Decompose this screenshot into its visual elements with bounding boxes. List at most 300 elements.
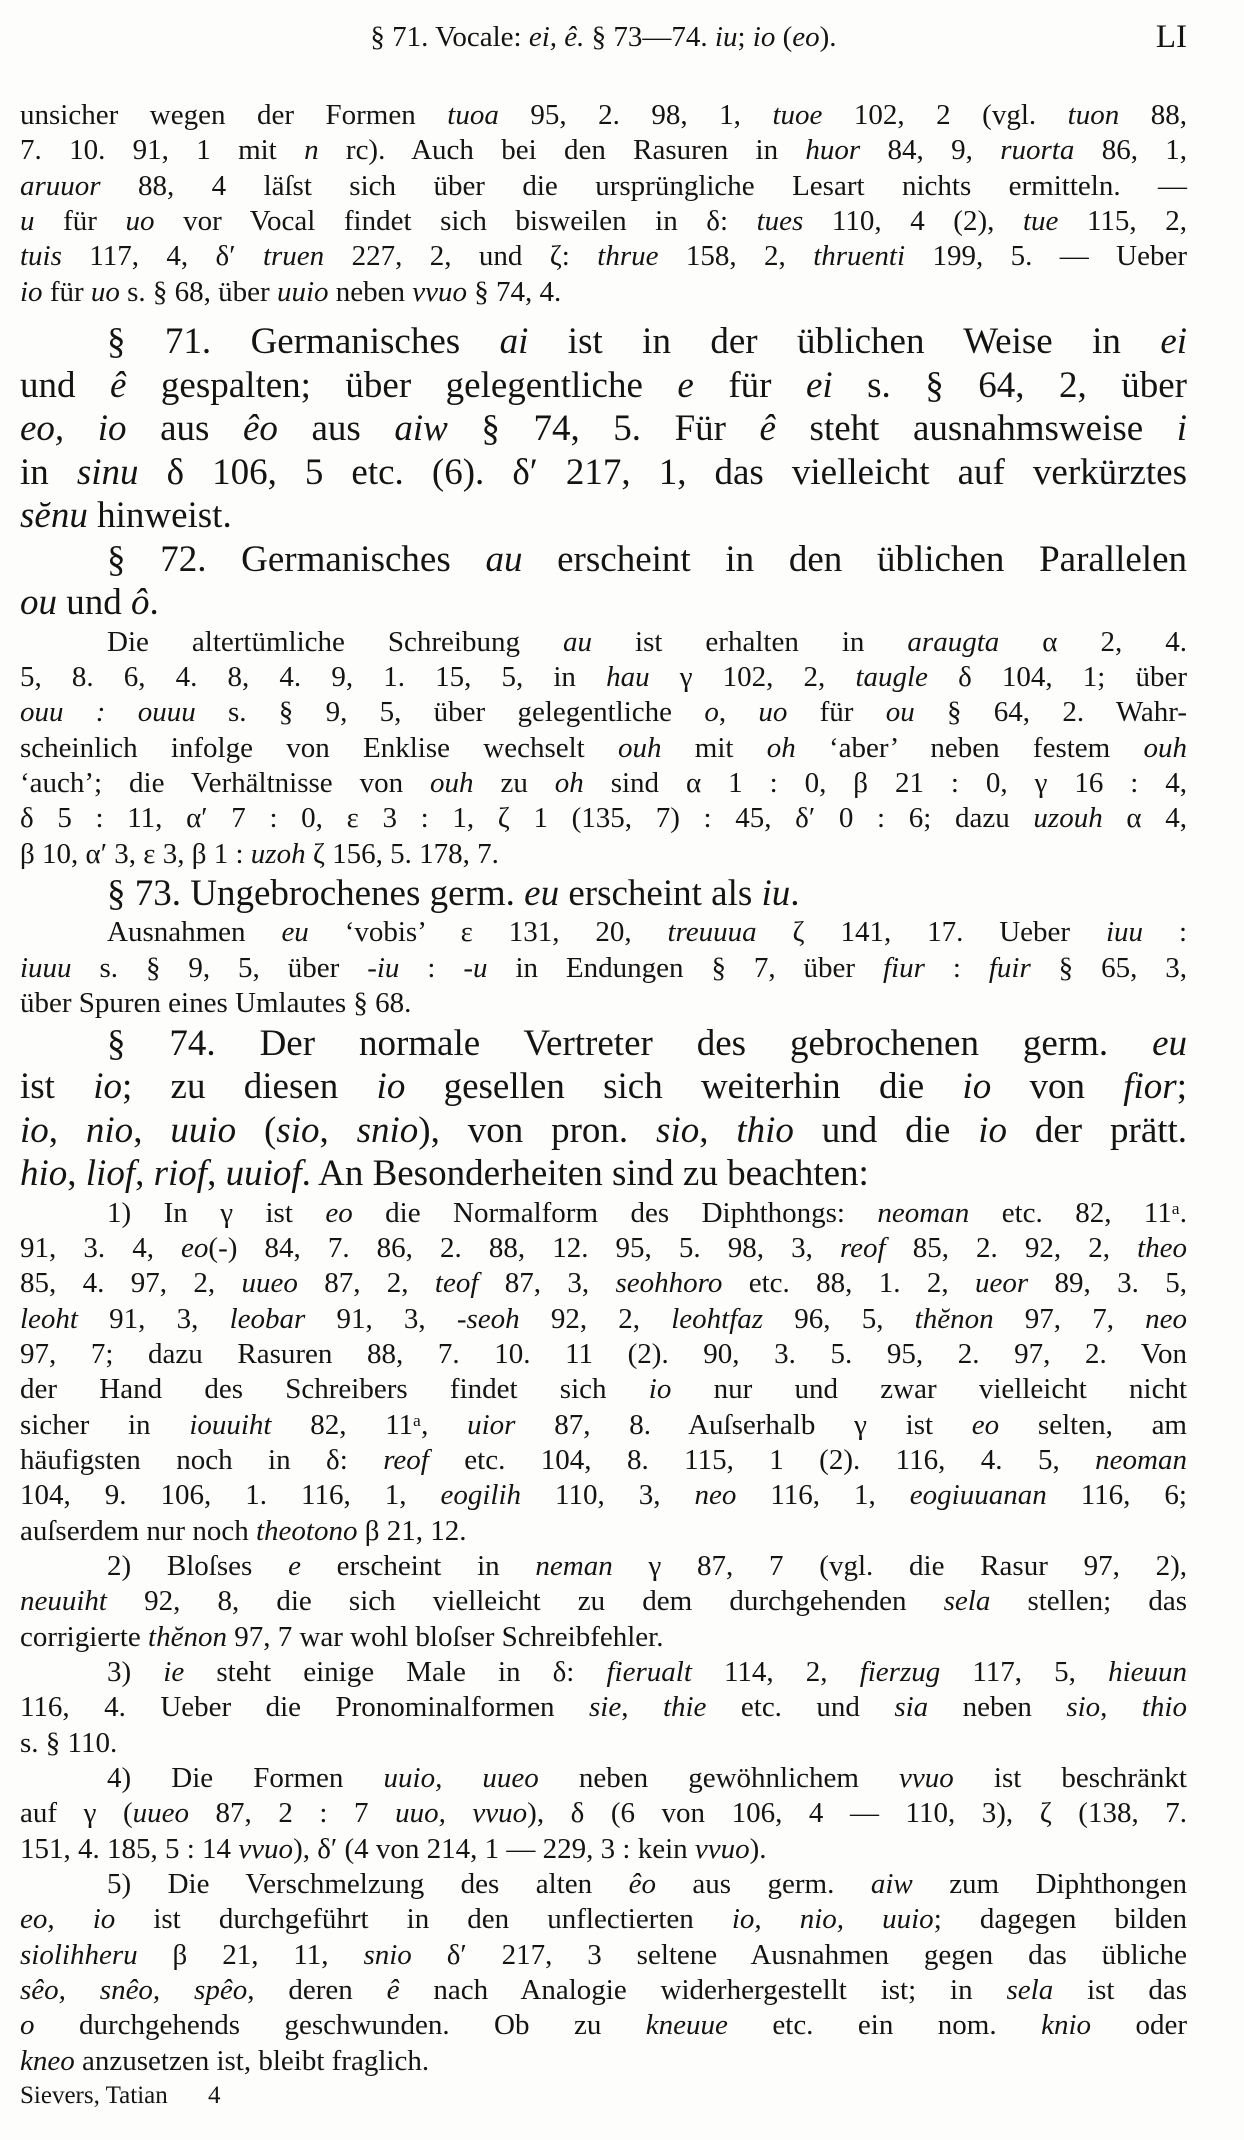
paragraph [20, 1655, 1187, 1761]
italic-text: thie [662, 1691, 707, 1724]
italic-text: sia [894, 1691, 929, 1724]
roman-text: für [787, 696, 886, 729]
text-line [20, 1196, 1187, 1231]
roman-text: gesellen sich weiterhin die [405, 1066, 963, 1107]
roman-text: 88, 4 läſst sich über die ursprüngliche Lesart nichts ermitteln. — [100, 169, 1187, 202]
roman-text: β 10, α′ 3, ε 3, β 1 : [20, 837, 251, 870]
footer-signature: Sievers, Tatian [20, 2082, 168, 2109]
page-body [20, 98, 1187, 2079]
italic-text: io [648, 1373, 672, 1406]
roman-text: 110, 4 (2), [803, 205, 1023, 238]
roman-text: 97, 7; dazu Rasuren 88, 7. 10. 11 (2). 90, 3. 5. 95, 2. 97, 2. Von [20, 1337, 1187, 1370]
paragraph [20, 1196, 1187, 1549]
italic-text: u [20, 205, 35, 238]
roman-text: ‘aber’ neben festem [795, 731, 1144, 764]
roman-text: ). [819, 21, 837, 53]
roman-text: , [718, 696, 759, 729]
text-line [20, 1832, 1187, 1867]
text-line [20, 451, 1187, 495]
text-line [20, 1938, 1187, 1973]
roman-text: nach Analogie widerhergestellt ist; in [399, 1974, 1007, 2007]
roman-text: ), δ (6 von 106, 4 — 110, 3), ζ (138, 7. [527, 1797, 1187, 1830]
section-paragraph [20, 1022, 1187, 1196]
italic-text: fuir [988, 951, 1031, 984]
italic-text: thrue [597, 240, 659, 273]
text-line [20, 1109, 1187, 1153]
roman-text: § 73—74. [584, 21, 715, 53]
text-line [20, 1726, 1187, 1761]
roman-text: , [319, 1109, 357, 1151]
italic-text: hio [20, 1153, 68, 1194]
italic-text: uueo [132, 1797, 189, 1830]
roman-text: sind α 1 : 0, β 21 : 0, γ 16 : 4, [583, 766, 1188, 799]
paragraph [20, 1867, 1187, 2079]
text-line [20, 801, 1187, 836]
roman-text: durchgehends geschwunden. Ob zu [34, 2009, 646, 2042]
italic-text: vvuo [238, 1832, 294, 1865]
roman-text: , [207, 1153, 226, 1194]
roman-text: auſserdem nur noch [20, 1514, 256, 1547]
italic-text: ie [163, 1655, 185, 1688]
paragraph [20, 1549, 1187, 1655]
roman-text: zu [473, 766, 555, 799]
roman-text: 87, 2, [297, 1267, 435, 1300]
roman-text: γ 87, 7 (vgl. die Rasur 97, 2), [612, 1549, 1188, 1582]
italic-text: uuo, vvuo [395, 1797, 528, 1830]
italic-text: tuoa [447, 99, 499, 131]
text-line [20, 1302, 1187, 1337]
roman-text: 114, 2, [691, 1655, 860, 1688]
roman-text: 4) Die Formen [107, 1762, 384, 1794]
italic-text: sĕnu [20, 495, 88, 537]
roman-text: erscheint in [300, 1549, 536, 1582]
running-header [20, 19, 1187, 55]
italic-text: iu [761, 872, 791, 914]
text-line [20, 1408, 1187, 1443]
roman-text: δ 106, 5 etc. (6). δ′ 217, 1, das vielleicht auf verkürztes [138, 451, 1187, 493]
roman-text: gespalten; über gelegentliche [126, 364, 678, 406]
text-line [20, 1655, 1187, 1690]
roman-text: 115, 2, [1058, 205, 1187, 238]
roman-text: ( [775, 21, 793, 53]
text-line [20, 1022, 1187, 1066]
roman-text: nur und zwar vielleicht nicht [671, 1373, 1187, 1406]
text-line [20, 1152, 1187, 1196]
roman-text: : [924, 951, 989, 984]
roman-text: corrigierte [20, 1620, 149, 1653]
text-line [20, 2044, 1187, 2079]
roman-text: 91, 3, [78, 1302, 230, 1335]
roman-text: 85, 2. 92, 2, [885, 1231, 1138, 1264]
italic-text: siolihheru [20, 1938, 138, 1971]
italic-text: eo [971, 1408, 1000, 1441]
italic-text: leobar [229, 1302, 306, 1335]
italic-text: fierzug [859, 1655, 941, 1688]
italic-text: uuio [276, 275, 329, 308]
italic-text: snio [356, 1109, 419, 1151]
italic-text: leoht [20, 1302, 78, 1335]
roman-text: 92, 2, [519, 1302, 672, 1335]
italic-text: vvuo [694, 1832, 750, 1865]
roman-text: hinweist. [87, 495, 232, 537]
italic-text: tuon [1067, 99, 1120, 131]
text-line [20, 625, 1187, 660]
text-line [20, 581, 1187, 625]
italic-text: fior [1123, 1066, 1177, 1107]
italic-text: iuu [1105, 916, 1144, 949]
roman-text: § 74, 5. Für [447, 408, 760, 450]
text-line [20, 1973, 1187, 2008]
italic-text: ou [885, 696, 915, 729]
text-line [20, 133, 1187, 168]
roman-text: ; [737, 21, 753, 53]
italic-text: tuoe [772, 99, 823, 131]
italic-text: taugle [855, 660, 928, 693]
italic-text: uo [125, 205, 155, 238]
page-number: LI [1155, 19, 1187, 55]
italic-text: eogiuuanan [909, 1479, 1047, 1512]
italic-text: -seoh [456, 1302, 520, 1335]
roman-text: 158, 2, [658, 240, 814, 273]
roman-text: 7. 10. 91, 1 mit [20, 134, 305, 167]
italic-text: reof [383, 1443, 429, 1476]
roman-text: 110, 3, [521, 1479, 695, 1512]
italic-text: kneuue [645, 2009, 728, 2042]
text-line [20, 169, 1187, 204]
roman-text: von [991, 1066, 1124, 1107]
italic-text: sela [1006, 1974, 1054, 2007]
text-line [20, 1337, 1187, 1372]
italic-text: ueor [975, 1267, 1029, 1300]
roman-text: : [399, 951, 464, 984]
italic-text: ê [110, 364, 127, 406]
italic-text: thĕnon [148, 1620, 227, 1653]
text-line [20, 872, 1187, 916]
roman-text: ist durchgeführt in den unflectierten [115, 1903, 732, 1936]
italic-text: io [93, 1066, 123, 1107]
italic-text: ei [805, 364, 833, 406]
text-line [20, 204, 1187, 239]
roman-text: steht ausnahmsweise [775, 408, 1177, 450]
roman-text: zum Diphthongen [912, 1868, 1188, 1901]
italic-text: teof [434, 1267, 479, 1300]
italic-text: seohhoro [615, 1267, 723, 1300]
roman-text: 3) [107, 1655, 164, 1688]
roman-text: α 4, [1102, 802, 1187, 835]
roman-text: aus [126, 408, 243, 450]
italic-text: io [376, 1066, 406, 1107]
text-line [20, 1065, 1187, 1109]
roman-text: 88, [1119, 99, 1188, 131]
text-line [20, 1372, 1187, 1407]
roman-text: 116, 1, [736, 1479, 910, 1512]
roman-text: ; zu diesen [122, 1066, 377, 1107]
roman-text: 102, 2 (vgl. [822, 99, 1068, 131]
text-line [20, 1443, 1187, 1478]
section-paragraph [20, 320, 1187, 538]
text-line [20, 1478, 1187, 1513]
roman-text: δ′ 217, 3 seltene Ausnahmen gegen das übliche [411, 1938, 1187, 1971]
footer-sheet-number: 4 [208, 2082, 221, 2109]
roman-text: neben gewöhnlichem [538, 1762, 900, 1794]
roman-text: 89, 3. 5, [1028, 1267, 1188, 1300]
roman-text: 227, 2, und ζ: [324, 240, 598, 273]
running-header-title [20, 19, 1187, 55]
italic-text: neuuiht [20, 1585, 107, 1618]
roman-text: § 74, 4. [467, 275, 562, 308]
roman-text: etc. und [706, 1691, 895, 1724]
italic-text: au [485, 538, 523, 580]
italic-text: hau [606, 660, 650, 693]
text-line [20, 538, 1187, 582]
italic-text: kneo [20, 2044, 75, 2077]
roman-text: § 74. Der normale Vertreter des gebrochenen germ. [107, 1022, 1153, 1064]
text-line [20, 1514, 1187, 1549]
italic-text: io [752, 21, 776, 53]
italic-text: leohtfaz [671, 1302, 764, 1335]
roman-text: der Hand des Schreibers findet sich [20, 1373, 649, 1406]
italic-text: neoman [1095, 1443, 1187, 1476]
roman-text: 86, 1, [1074, 134, 1188, 167]
roman-text: selten, am [999, 1408, 1187, 1441]
roman-text: , [133, 1109, 171, 1151]
italic-text: aiw [870, 1868, 913, 1901]
italic-text: uo [90, 275, 120, 308]
roman-text: s. § 110. [20, 1726, 118, 1759]
italic-text: eo [181, 1231, 209, 1264]
italic-text: thio [736, 1109, 794, 1151]
roman-text: erscheint als [559, 872, 762, 914]
italic-text: au [563, 625, 592, 658]
text-line [20, 239, 1187, 274]
roman-text: 91, 3. 4, [20, 1231, 182, 1264]
roman-text: 2) Bloſses [107, 1549, 289, 1582]
roman-text: ist das [1053, 1974, 1188, 2007]
italic-text: ouh [1143, 731, 1187, 764]
roman-text: etc. 104, 8. 115, 1 (2). 116, 4. 5, [428, 1443, 1096, 1476]
roman-text: ‘vobis’ ε 131, 20, [308, 916, 668, 949]
italic-text: -iu [367, 951, 400, 984]
italic-text: truen [262, 240, 325, 273]
italic-text: oh [766, 731, 796, 764]
roman-text: etc. ein nom. [727, 2009, 1042, 2042]
italic-text: ô [131, 582, 150, 624]
italic-text: eu [1152, 1022, 1187, 1064]
italic-text: nio [85, 1109, 134, 1151]
roman-text: § 65, 3, [1030, 951, 1188, 984]
roman-text: ‘auch’; die Verhältnisse von [20, 766, 431, 799]
roman-text: und [20, 364, 110, 406]
text-line [20, 1902, 1187, 1937]
italic-text: uuio, uueo [383, 1762, 539, 1794]
italic-text: hieuun [1108, 1655, 1187, 1688]
italic-text: liof [85, 1153, 136, 1194]
roman-text: etc. 82, 11ᵃ. [969, 1196, 1188, 1229]
text-line [20, 915, 1187, 950]
italic-text: ei [1160, 321, 1188, 363]
text-line [20, 660, 1187, 695]
text-line [20, 766, 1187, 801]
italic-text: eo, io [20, 408, 127, 450]
italic-text: i [1176, 408, 1187, 450]
text-line [20, 98, 1187, 133]
roman-text: Die altertümliche Schreibung [107, 625, 563, 658]
roman-text: ; [1176, 1066, 1187, 1107]
italic-text: iuuu [20, 951, 72, 984]
roman-text: ist erhalten in [592, 625, 908, 658]
roman-text: , [67, 1153, 86, 1194]
roman-text: , [699, 1109, 737, 1151]
roman-text: ), δ′ (4 von 214, 1 — 229, 3 : kein [293, 1832, 695, 1865]
roman-text: ζ 156, 5. 178, 7. [305, 837, 499, 870]
roman-text: § 64, 2. Wahr- [914, 696, 1187, 729]
roman-text: 5) Die Verschmelzung des alten [107, 1868, 629, 1901]
italic-text: theotono [255, 1514, 358, 1547]
text-line [20, 1231, 1187, 1266]
italic-text: iu [714, 21, 738, 53]
roman-text: anzusetzen ist, bleibt fraglich. [74, 2044, 430, 2077]
roman-text: 87, 3, [478, 1267, 616, 1300]
roman-text: und [57, 582, 131, 624]
roman-text: s. § 9, 5, über gelegentliche [195, 696, 705, 729]
roman-text: unsicher wegen der Formen [20, 99, 448, 131]
roman-text: aus [277, 408, 395, 450]
page-footer [20, 2080, 255, 2112]
italic-text: fiur [883, 951, 925, 984]
text-line [20, 494, 1187, 538]
text-line [20, 2008, 1187, 2043]
italic-text: vvuo [899, 1762, 954, 1794]
roman-text: für [693, 364, 806, 406]
text-line [20, 1266, 1187, 1301]
roman-text: , [48, 1109, 86, 1151]
italic-text: reof [839, 1231, 886, 1264]
roman-text: 117, 5, [940, 1655, 1109, 1688]
roman-text: über Spuren eines Umlautes § 68. [20, 987, 412, 1020]
roman-text: 96, 5, [763, 1302, 915, 1335]
roman-text: 1) In γ ist [107, 1196, 326, 1229]
roman-text: 5, 8. 6, 4. 8, 4. 9, 1. 15, 5, in [20, 660, 607, 693]
text-line [20, 986, 1187, 1021]
italic-text: riof [153, 1153, 208, 1194]
roman-text: ; dagegen bilden [933, 1903, 1187, 1936]
italic-text: thĕnon [914, 1302, 994, 1335]
italic-text: sêo, snêo, spêo [20, 1974, 248, 2007]
italic-text: sio [1066, 1691, 1101, 1724]
italic-text: neo [694, 1479, 737, 1512]
text-line [20, 1549, 1187, 1584]
roman-text: oder [1091, 2009, 1188, 2042]
italic-text: sie [589, 1691, 622, 1724]
roman-text: § 71. Vocale: [370, 21, 529, 53]
roman-text: 91, 3, [305, 1302, 457, 1335]
italic-text: ruorta [1000, 134, 1075, 167]
roman-text: etc. 88, 1. 2, [722, 1267, 976, 1300]
text-line [20, 1620, 1187, 1655]
text-line [20, 407, 1187, 451]
roman-text: neben [928, 1691, 1067, 1724]
italic-text: êo [628, 1868, 656, 1901]
roman-text: δ 5 : 11, α′ 7 : 0, ε 3 : 1, ζ 1 (135, 7) : 45, δ′ 0 : 6; dazu [20, 802, 1034, 835]
roman-text: 97, 7, [993, 1302, 1146, 1335]
roman-text: ist beschränkt [953, 1762, 1187, 1794]
section-paragraph [20, 538, 1187, 625]
roman-text: und die [793, 1109, 979, 1151]
italic-text: eu [281, 916, 309, 949]
italic-text: ê [386, 1974, 400, 2007]
roman-text: stellen; das [990, 1585, 1187, 1618]
roman-text: sicher in [20, 1408, 190, 1441]
italic-text: ei, ê. [528, 21, 585, 53]
roman-text: 95, 2. 98, 1, [498, 99, 773, 131]
roman-text: s. § 68, über [119, 275, 277, 308]
roman-text: 87, 8. Auſserhalb γ ist [515, 1408, 972, 1441]
italic-text: uuiof [225, 1153, 302, 1194]
roman-text: in Endungen § 7, über [487, 951, 883, 984]
paragraph [20, 1761, 1187, 1867]
roman-text: für [34, 205, 126, 238]
italic-text: theo [1137, 1231, 1188, 1264]
italic-text: uueo [241, 1267, 298, 1300]
section-paragraph [20, 872, 1187, 916]
italic-text: eogilih [440, 1479, 522, 1512]
italic-text: eu [524, 872, 560, 914]
roman-text: ). [749, 1832, 767, 1865]
italic-text: io [20, 1109, 49, 1151]
roman-text: ist [20, 1066, 94, 1107]
italic-text: êo [242, 408, 278, 450]
roman-text: , deren [247, 1974, 387, 2007]
roman-text: 84, 9, [860, 134, 1001, 167]
roman-text: 104, 9. 106, 1. 116, 1, [20, 1479, 441, 1512]
italic-text: eo [792, 21, 820, 53]
roman-text: § 72. Germanisches [107, 538, 486, 580]
text-line [20, 837, 1187, 872]
italic-text: snio [363, 1938, 412, 1971]
roman-text: Ausnahmen [107, 916, 282, 949]
italic-text: fierualt [606, 1655, 692, 1688]
italic-text: knio [1041, 2009, 1092, 2042]
italic-text: ouh [430, 766, 474, 799]
roman-text: α 2, 4. [999, 625, 1187, 658]
italic-text: tue [1022, 205, 1059, 238]
italic-text: treuuua [667, 916, 757, 949]
italic-text: thruenti [813, 240, 906, 273]
italic-text: neoman [877, 1196, 970, 1229]
text-line [20, 364, 1187, 408]
italic-text: uzoh [250, 837, 306, 870]
text-line [20, 951, 1187, 986]
roman-text: § 73. Ungebrochenes germ. [107, 872, 525, 914]
italic-text: uzouh [1033, 802, 1103, 835]
italic-text: vvuo [412, 275, 468, 308]
roman-text: . An Besonderheiten sind zu beachten: [301, 1153, 869, 1194]
italic-text: uuio [170, 1109, 237, 1151]
roman-text: : [1143, 916, 1188, 949]
roman-text: aus germ. [655, 1868, 871, 1901]
italic-text: o [20, 2009, 35, 2042]
paragraph [20, 625, 1187, 872]
text-line [20, 320, 1187, 364]
roman-text: s. § 64, 2, über [832, 364, 1187, 406]
italic-text: sio [656, 1109, 700, 1151]
italic-text: iouuiht [189, 1408, 272, 1441]
text-line [20, 1867, 1187, 1902]
roman-text: . [149, 582, 159, 624]
roman-text: vor Vocal findet sich bisweilen in δ: [154, 205, 757, 238]
roman-text: ), von pron. [418, 1109, 657, 1151]
italic-text: ouu : ouuu [20, 696, 196, 729]
